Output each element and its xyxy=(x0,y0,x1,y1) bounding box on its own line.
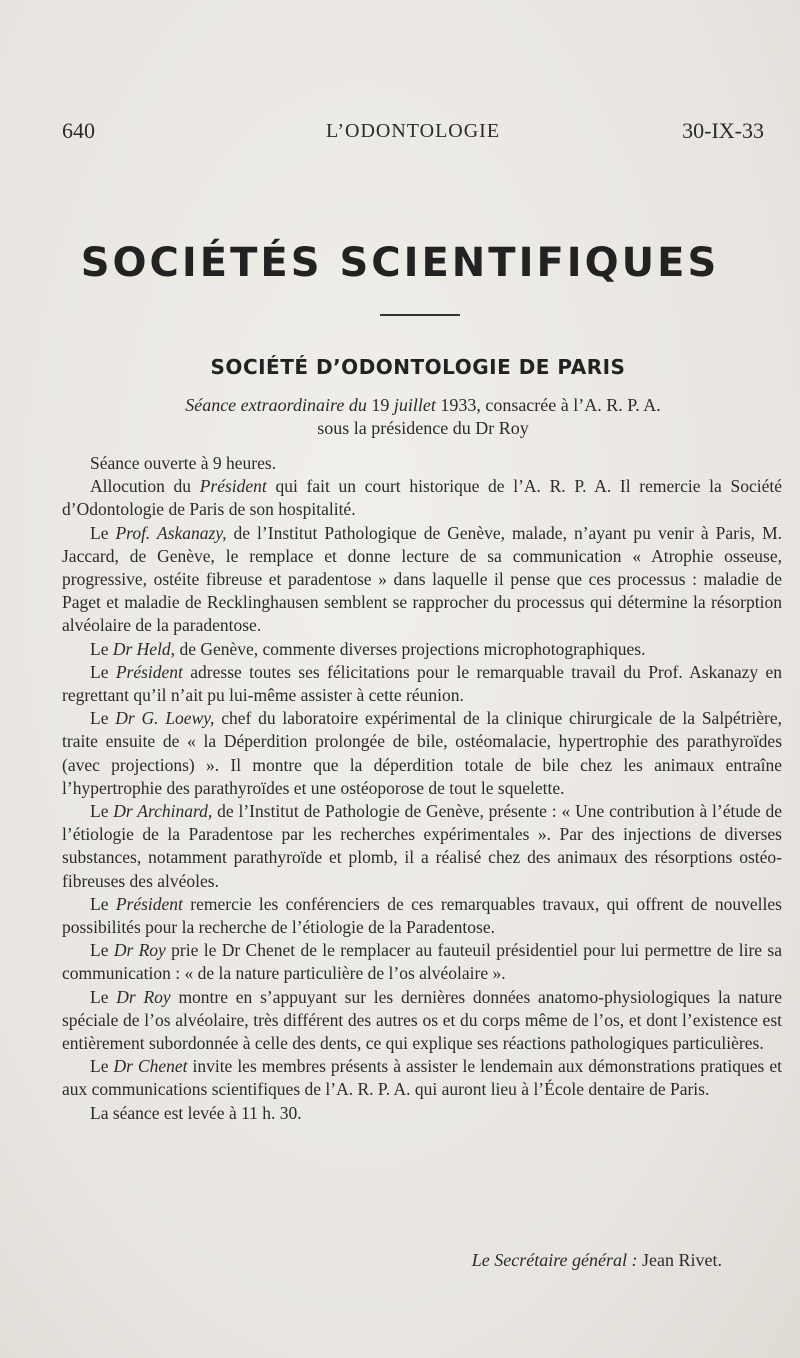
title-rule xyxy=(380,314,460,316)
paragraph-text: invite les membres présents à assister le lendemain aux démonstrations pratiques et aux communications scientifiques de l’A. R. P. A. qui auront lieu à l’École dentaire de Paris. xyxy=(62,1056,782,1100)
speaker-name: Dr Roy xyxy=(116,986,171,1007)
paragraph xyxy=(62,452,782,475)
paragraph-lead: Le xyxy=(90,522,116,543)
speaker-name: Dr Archinard, xyxy=(113,801,213,822)
speaker-name: Dr Held, xyxy=(112,638,176,659)
paragraph xyxy=(62,1102,782,1125)
paragraph xyxy=(62,800,782,893)
society-heading: SOCIÉTÉ D’ODONTOLOGIE DE PARIS xyxy=(210,355,626,379)
paragraph-text: qui fait un court historique de l’A. R. P. A. Il remercie la Société d’Odontologie de Paris de son hospitalité. xyxy=(62,476,782,520)
issue-date: 30-IX-33 xyxy=(682,118,764,143)
paragraph-text: prie le Dr Chenet de le remplacer au fauteuil présidentiel pour lui permettre de lire sa communication : « de la nature particulière de l’os alvéolaire ». xyxy=(62,940,782,984)
speaker-name: Dr Roy xyxy=(113,940,166,961)
session-line-2: sous la présidence du Dr Roy xyxy=(317,418,529,438)
signature xyxy=(0,1250,722,1271)
paragraph-lead: Le xyxy=(90,801,114,822)
speaker-name: Président xyxy=(115,661,183,682)
paragraph-text: de l’Institut de Pathologie de Genève, présente : « Une contribution à l’étude de l’étiologie de la Paradentose par les recherches expérimentales ». Par des injections de diverses substances, notamment parathyroïde et plomb, il a réalisé chez des animaux des résorptions ostéo-fibreuses des alvéoles. xyxy=(62,801,782,891)
session-month: juillet xyxy=(393,395,436,415)
paragraph xyxy=(62,475,782,521)
speaker-name: Prof. Askanazy, xyxy=(115,522,227,543)
paragraph-text: Séance ouverte à 9 heures. xyxy=(90,453,277,473)
paragraph xyxy=(62,939,782,985)
paragraph-text: montre en s’appuyant sur les dernières données anatomo-physiologiques la nature spéciale de l’os alvéolaire, très différent des autres os et du corps même de l’os, et dont l’existence est entièrement subordonnée à celle des dents, ce qui explique ses réactions pathologiques particulières. xyxy=(62,986,782,1054)
session-dedication: 1933, consacrée à l’A. R. P. A. xyxy=(435,395,661,415)
paragraph xyxy=(62,1055,782,1101)
signature-name: Jean Rivet. xyxy=(642,1250,722,1270)
paragraph-text: remercie les conférenciers de ces remarquables travaux, qui offrent de nouvelles possibilités pour la recherche de l’étiologie de la Paradentose. xyxy=(62,893,782,938)
paragraph-text: chef du laboratoire expérimental de la clinique chirurgicale de la Salpétrière, traite ensuite de « la Déperdition prolongée de bile, ostéomalacie, hypertrophie des parathyroïdes (avec projections) ». Il montre que la déperdition totale de bile chez les animaux entraîne l’hypertrophie des parathyroïdes et une ostéoporose de tout le squelette. xyxy=(62,708,782,798)
paragraph-lead: Le xyxy=(90,638,113,659)
paragraph-text: La séance est levée à 11 h. 30. xyxy=(90,1102,302,1123)
paragraph-lead: Le xyxy=(90,893,116,914)
section-title: SOCIÉTÉS SCIENTIFIQUES xyxy=(80,240,720,286)
paragraph-text: adresse toutes ses félicitations pour le remarquable travail du Prof. Askanazy en regrettant qu’il n’ait pu lui-même assister à cette réunion. xyxy=(62,661,782,706)
speaker-name: Président xyxy=(199,476,267,497)
journal-title: L’ODONTOLOGIE xyxy=(325,120,501,142)
paragraph-text: de l’Institut Pathologique de Genève, malade, n’ayant pu venir à Paris, M. Jaccard, de Genève, le remplace et donne lecture de sa communication « Atrophie osseuse, progressive, ostéite fibreuse et paradentose » dans laquelle il pense que ces processus : maladie de Paget et maladie de Recklinghausen semblent se rapprocher du processus qui détermine la résorption alvéolaire de la paradentose. xyxy=(62,522,782,636)
speaker-name: Dr G. Loewy, xyxy=(115,708,215,729)
session-type: Séance extraordinaire du xyxy=(185,395,367,415)
paragraph-lead: Le xyxy=(90,708,116,729)
paragraph-lead: Le xyxy=(90,986,117,1007)
signature-title: Le Secrétaire général : xyxy=(471,1250,638,1270)
session-info xyxy=(0,394,800,440)
paragraph xyxy=(62,638,782,661)
session-line-1 xyxy=(0,394,800,417)
paragraph-lead: Le xyxy=(90,661,116,682)
session-day: 19 xyxy=(366,395,394,415)
paragraph xyxy=(62,661,782,707)
speaker-name: Dr Chenet xyxy=(113,1056,188,1077)
minutes-body xyxy=(62,452,782,1125)
paragraph xyxy=(62,522,782,638)
paragraph xyxy=(62,707,782,800)
running-head xyxy=(62,118,764,148)
paragraph-lead: Le xyxy=(90,1056,114,1077)
paragraph xyxy=(62,986,782,1056)
paragraph-lead: Le xyxy=(90,940,114,961)
paragraph-lead: Allocution du xyxy=(90,476,200,497)
paragraph-text: de Genève, commente diverses projections microphotographiques. xyxy=(175,638,646,659)
paragraph xyxy=(62,893,782,939)
page-number: 640 xyxy=(62,118,95,143)
speaker-name: Président xyxy=(115,893,183,914)
